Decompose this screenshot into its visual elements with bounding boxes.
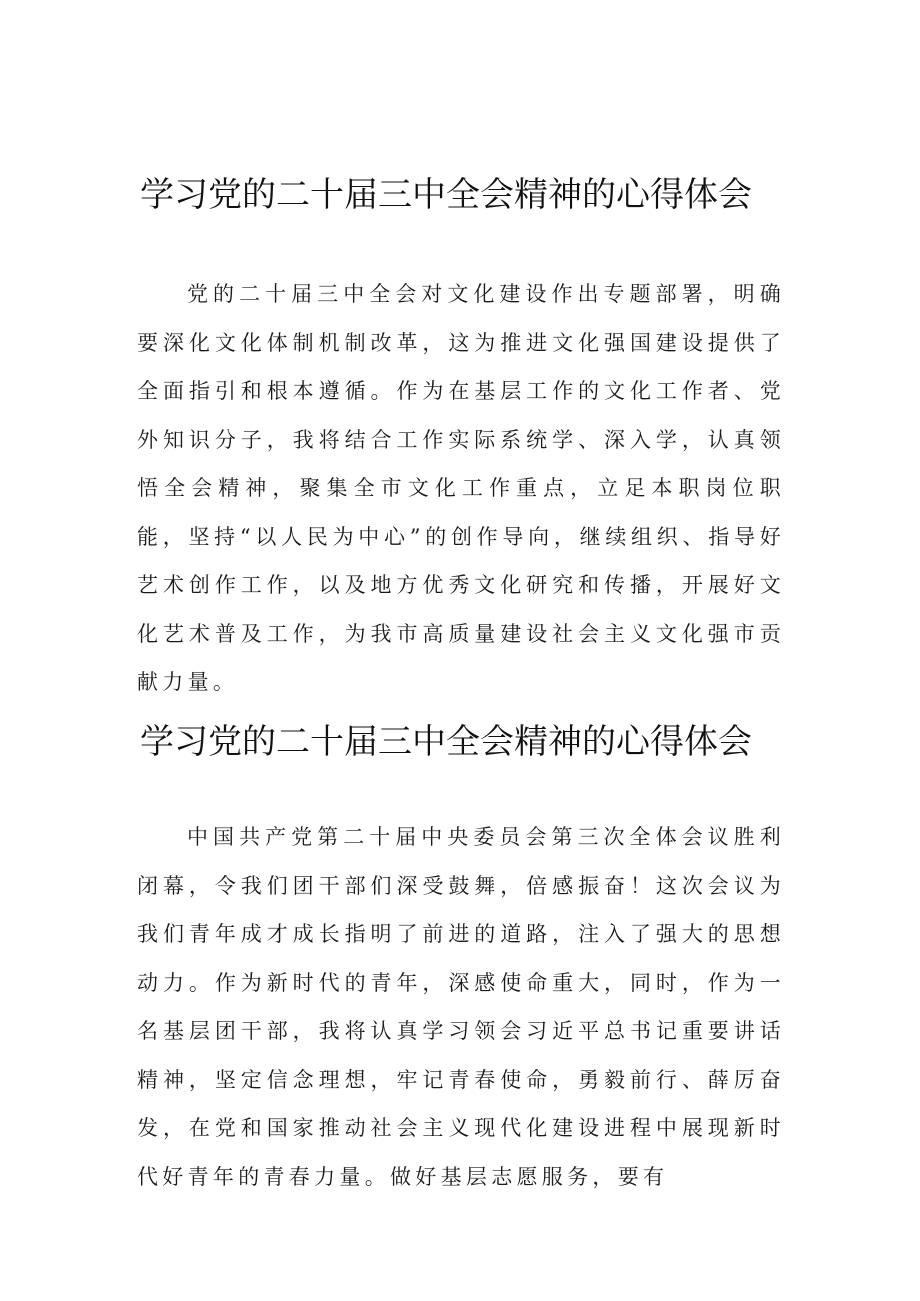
section-2-paragraph: 中国共产党第二十届中央委员会第三次全体会议胜利闭幕，令我们团干部们深受鼓舞，倍感振奋！这次会议为我们青年成才成长指明了前进的道路，注入了强大的思想动力。作为新时代的青年，深感使命重大，同时，作为一名基层团干部，我将认真学习领会习近平总书记重要讲话精神，坚定信念理想，牢记青春使命，勇毅前行、薛厉奋发，在党和国家推动社会主义现代化建设进程中展现新时代好青年的青春力量。做好基层志愿服务，要有 xyxy=(137,825,785,1189)
section-1-title: 学习党的二十届三中全会精神的心得体会 xyxy=(140,175,752,215)
section-2-title: 学习党的二十届三中全会精神的心得体会 xyxy=(140,722,752,762)
section-1-paragraph: 党的二十届三中全会对文化建设作出专题部署，明确要深化文化体制机制改革，这为推进文化强国建设提供了全面指引和根本遵循。作为在基层工作的文化工作者、党外知识分子，我将结合工作实际系统学、深入学，认真领悟全会精神，聚集全市文化工作重点，立足本职岗位职能，坚持“以人民为中心”的创作导向，继续组织、指导好艺术创作工作，以及地方优秀文化研究和传播，开展好文化艺术普及工作，为我市高质量建设社会主义文化强市贡献力量。 xyxy=(137,282,785,694)
